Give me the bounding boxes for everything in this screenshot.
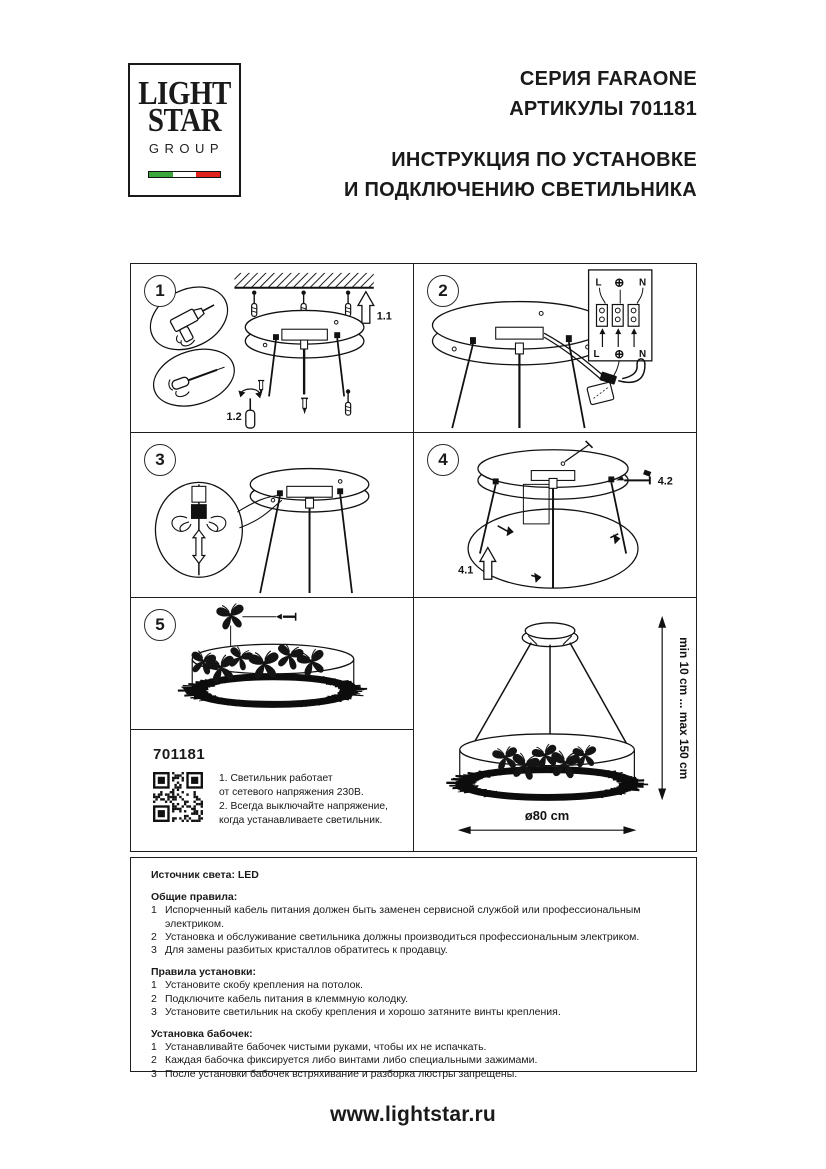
label-4-1: 4.1: [458, 564, 474, 577]
hook-wire: [618, 359, 645, 382]
step-4-badge: 4: [427, 444, 459, 476]
logo-word-star: STAR: [147, 101, 222, 140]
lightstar-logo: [128, 63, 241, 197]
rule-item: 3 Для замены разбитых кристаллов обратитесь к продавцу.: [151, 944, 448, 957]
panel-5: [130, 597, 414, 730]
label-1-2: 1.2: [226, 411, 242, 424]
section-heading: Установка бабочек:: [151, 1028, 253, 1041]
panel-3: [130, 432, 414, 598]
label-4-2: 4.2: [657, 475, 673, 488]
website-url: www.lightstar.ru: [330, 1103, 496, 1126]
instruction-title-line2: И ПОДКЛЮЧЕНИЮ СВЕТИЛЬНИКА: [343, 179, 697, 201]
rule-item: 2 Каждая бабочка фиксируется либо винтами либо специальными зажимами.: [151, 1054, 538, 1067]
dimensions-panel: [413, 597, 697, 852]
wiring-n-bottom: N: [639, 348, 647, 360]
power-notes: [219, 772, 409, 828]
rules-box: [130, 857, 697, 1080]
flag-white: [173, 172, 197, 177]
qr-code: [153, 772, 203, 822]
step-3-badge: 3: [144, 444, 176, 476]
arrow-up-icon: [358, 292, 374, 324]
section-heading: Общие правила:: [151, 891, 238, 904]
article-panel: [130, 729, 414, 852]
panel-1: [130, 263, 414, 433]
diameter-dimension: [458, 808, 637, 834]
chandelier-drawing: [414, 598, 696, 851]
note-line: когда устанавливаете светильник.: [219, 815, 383, 826]
rule-item: 1 Установите скобу крепления на потолок.: [151, 979, 363, 992]
arrow-up-icon: [480, 548, 496, 580]
rule-item: 2 Подключите кабель питания в клеммную колодку.: [151, 992, 409, 1005]
rule-item: 1 Устанавливайте бабочек чистыми руками, чтобы их не испачкать.: [151, 1041, 487, 1054]
italian-flag-stripe: [148, 171, 221, 178]
screwdriver-hand-bubble: [146, 339, 241, 415]
step-5-badge: 5: [144, 609, 176, 641]
light-source: Источник света: LED: [151, 869, 259, 881]
wiring-n-top: N: [639, 277, 647, 289]
rule-item: 3 После установки бабочек встряхивание и разборка люстры запрещены.: [151, 1067, 518, 1080]
rule-item: 1 Испорченный кабель питания должен быть заменен сервисной службой или профессиональным электриком.: [151, 904, 641, 930]
cable-gripper: [191, 504, 207, 519]
step-2-badge: 2: [427, 275, 459, 307]
rule-item: 3 Установите светильник на скобу крепления и хорошо затяните винты крепления.: [151, 1005, 561, 1018]
series-title: СЕРИЯ FARAONE: [519, 68, 697, 90]
ground-symbol-bottom: ⊕: [614, 346, 625, 361]
logo-word-light: LIGHT: [138, 74, 231, 113]
header-titles: [344, 64, 697, 205]
ground-symbol-top: ⊕: [614, 275, 625, 290]
clamp-icons: [498, 526, 620, 581]
flag-green: [149, 172, 173, 177]
wiring-l-bottom: L: [593, 348, 600, 360]
instruction-grid: [130, 263, 697, 852]
panel-4: [413, 432, 697, 598]
suspension-cables: [472, 643, 629, 747]
note-line: 2. Всегда выключайте напряжение,: [219, 801, 388, 812]
article-number: 701181: [153, 746, 206, 763]
rotate-arrow-icon: [238, 389, 262, 398]
flag-red: [196, 172, 220, 177]
articles-title: АРТИКУЛЫ 701181: [509, 98, 697, 120]
label-1-1: 1.1: [376, 310, 392, 323]
wiring-l-top: L: [595, 277, 602, 289]
screwdriver-small-icon: [246, 398, 255, 428]
height-dimension: [658, 616, 691, 801]
wiring-diagram: [589, 270, 652, 361]
step-1-badge: 1: [144, 275, 176, 307]
diameter-label: ø80 cm: [524, 808, 570, 824]
terminal-block: [597, 305, 639, 327]
note-line: от сетевого напряжения 230В.: [219, 787, 364, 798]
rule-item: 2 Установка и обслуживание светильника должны производиться профессиональным электриком.: [151, 930, 640, 943]
height-range-label: min 10 cm ... max 150 cm: [677, 637, 692, 780]
section-heading: Правила установки:: [151, 966, 256, 979]
instruction-title-line1: ИНСТРУКЦИЯ ПО УСТАНОВКЕ: [391, 149, 697, 171]
note-line: 1. Светильник работает: [219, 773, 333, 784]
ceiling-icon: [234, 273, 373, 288]
logo-word-group: GROUP: [148, 141, 225, 156]
panel-2: [413, 263, 697, 433]
